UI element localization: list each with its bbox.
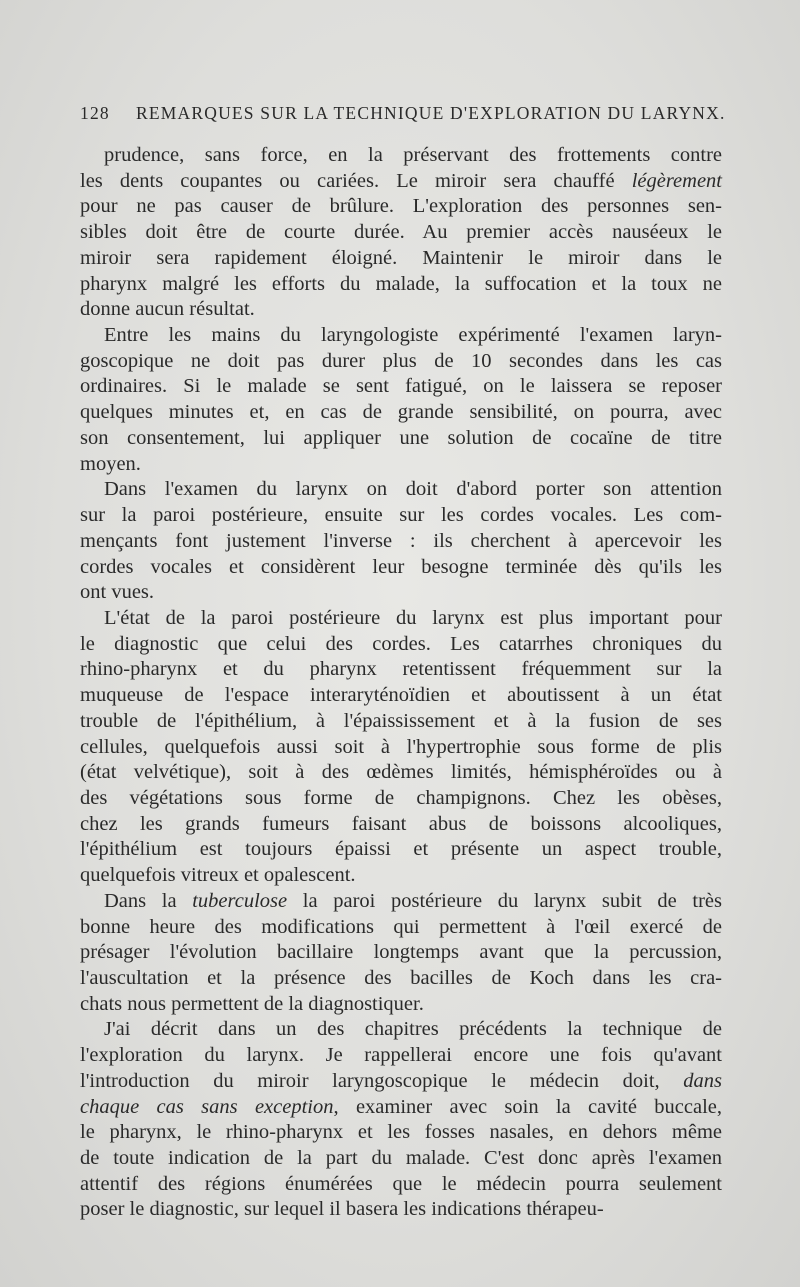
- text-line: [80, 272, 722, 298]
- text-line: [80, 529, 722, 555]
- running-title: REMARQUES SUR LA TECHNIQUE D'EXPLORATION DU LARYNX.: [136, 103, 726, 123]
- paragraph: [80, 1017, 722, 1223]
- text-line: [80, 992, 722, 1018]
- text-segment: poser le diagnostic, sur lequel il basera les indications thérapeu-: [80, 1198, 604, 1221]
- text-segment: attentif des régions énumérées que le médecin pourra seulement: [80, 1172, 722, 1195]
- text-line: [80, 1172, 722, 1198]
- paragraph: [80, 143, 722, 323]
- text-line: [80, 555, 722, 581]
- text-segment: ordinaires. Si le malade se sent fatigué, on le laissera se reposer: [80, 375, 722, 398]
- text-segment: l'introduction du miroir laryngoscopique le médecin doit,: [80, 1069, 684, 1092]
- text-line: [80, 143, 722, 169]
- text-line: [80, 1120, 722, 1146]
- text-segment: trouble de l'épithélium, à l'épaississement et à la fusion de ses: [80, 709, 722, 732]
- text-segment: L'état de la paroi postérieure du larynx est plus important pour: [104, 606, 722, 629]
- text-line: [80, 194, 722, 220]
- text-line: [80, 915, 722, 941]
- text-segment: quelques minutes et, en cas de grande sensibilité, on pourra, avec: [80, 401, 722, 424]
- text-line: [80, 580, 722, 606]
- italic-text: légèrement: [631, 169, 722, 192]
- text-segment: les dents coupantes ou cariées. Le miroir sera chauffé: [80, 169, 632, 192]
- text-segment: cellules, quelquefois aussi soit à l'hypertrophie sous forme de plis: [80, 735, 722, 758]
- text-segment: Dans la: [104, 889, 193, 912]
- text-line: [80, 426, 722, 452]
- text-line: [80, 452, 722, 478]
- text-segment: pour ne pas causer de brûlure. L'exploration des personnes sen-: [80, 195, 722, 218]
- text-segment: chats nous permettent de la diagnostiquer.: [80, 992, 424, 1015]
- text-segment: présager l'évolution bacillaire longtemps avant que la percussion,: [80, 941, 722, 964]
- text-line: [80, 349, 722, 375]
- text-line: [80, 477, 722, 503]
- running-header: [80, 103, 726, 129]
- text-segment: Dans l'examen du larynx on doit d'abord porter son attention: [104, 478, 722, 501]
- text-line: [80, 1197, 722, 1223]
- text-line: [80, 889, 722, 915]
- text-line: [80, 966, 722, 992]
- text-line: [80, 1017, 722, 1043]
- text-segment: (état velvétique), soit à des œdèmes limités, hémisphéroïdes ou à: [80, 761, 722, 784]
- text-line: [80, 863, 722, 889]
- text-segment: le diagnostic que celui des cordes. Les catarrhes chroniques du: [80, 632, 722, 655]
- text-line: [80, 1146, 722, 1172]
- text-segment: quelquefois vitreux et opalescent.: [80, 864, 356, 887]
- text-line: [80, 837, 722, 863]
- text-line: [80, 1069, 722, 1095]
- text-line: [80, 606, 722, 632]
- text-segment: l'auscultation et la présence des bacilles de Koch dans les cra-: [80, 967, 722, 989]
- text-line: [80, 1043, 722, 1069]
- paragraph: [80, 889, 722, 1018]
- text-segment: , examiner avec soin la cavité buccale,: [333, 1095, 722, 1118]
- paragraph: [80, 606, 722, 889]
- text-line: [80, 760, 722, 786]
- text-segment: J'ai décrit dans un des chapitres précédents la technique de: [104, 1018, 722, 1041]
- text-line: [80, 683, 722, 709]
- italic-text: chaque cas sans exception: [80, 1095, 334, 1118]
- text-line: [80, 220, 722, 246]
- text-segment: cordes vocales et considèrent leur besogne terminée dès qu'ils les: [80, 555, 722, 578]
- text-line: [80, 632, 722, 658]
- text-segment: moyen.: [80, 452, 141, 475]
- italic-text: tuberculose: [192, 889, 288, 912]
- text-segment: la paroi postérieure du larynx subit de très: [287, 889, 722, 912]
- text-segment: donne aucun résultat.: [80, 298, 255, 321]
- text-line: [80, 323, 722, 349]
- text-segment: chez les grands fumeurs faisant abus de boissons alcooliques,: [80, 812, 722, 835]
- text-line: [80, 1095, 722, 1121]
- paragraph: [80, 323, 722, 477]
- text-segment: sibles doit être de courte durée. Au premier accès nauséeux le: [80, 221, 722, 244]
- text-line: [80, 786, 722, 812]
- text-segment: le pharynx, le rhino-pharynx et les fosses nasales, en dehors même: [80, 1121, 722, 1144]
- text-segment: bonne heure des modifications qui permettent à l'œil exercé de: [80, 915, 722, 938]
- text-line: [80, 657, 722, 683]
- text-line: [80, 400, 722, 426]
- text-segment: prudence, sans force, en la préservant des frottements contre: [104, 144, 722, 166]
- text-segment: mençants font justement l'inverse : ils cherchent à apercevoir les: [80, 529, 722, 552]
- text-segment: goscopique ne doit pas durer plus de 10 secondes dans les cas: [80, 349, 722, 372]
- page-number: 128: [80, 103, 110, 123]
- text-line: [80, 297, 722, 323]
- text-segment: l'épithélium est toujours épaissi et présente un aspect trouble,: [80, 838, 722, 861]
- text-segment: miroir sera rapidement éloigné. Maintenir le miroir dans le: [80, 246, 722, 269]
- text-segment: ont vues.: [80, 581, 155, 604]
- italic-text: dans: [683, 1069, 722, 1092]
- text-segment: pharynx malgré les efforts du malade, la suffocation et la toux ne: [80, 272, 722, 295]
- text-segment: son consentement, lui appliquer une solution de cocaïne de titre: [80, 426, 722, 449]
- text-line: [80, 503, 722, 529]
- body-text: [80, 143, 722, 1223]
- text-segment: Entre les mains du laryngologiste expérimenté l'examen laryn-: [104, 324, 722, 347]
- text-line: [80, 709, 722, 735]
- text-line: [80, 735, 722, 761]
- text-segment: muqueuse de l'espace interaryténoïdien et aboutissent à un état: [80, 684, 722, 707]
- text-line: [80, 374, 722, 400]
- text-segment: sur la paroi postérieure, ensuite sur les cordes vocales. Les com-: [80, 504, 722, 527]
- text-segment: l'exploration du larynx. Je rappellerai encore une fois qu'avant: [80, 1044, 722, 1067]
- paragraph: [80, 477, 722, 606]
- text-line: [80, 246, 722, 272]
- text-line: [80, 940, 722, 966]
- text-segment: de toute indication de la part du malade. C'est donc après l'examen: [80, 1147, 722, 1170]
- text-line: [80, 812, 722, 838]
- text-segment: rhino-pharynx et du pharynx retentissent fréquemment sur la: [80, 658, 722, 681]
- text-segment: des végétations sous forme de champignons. Chez les obèses,: [80, 786, 722, 809]
- text-line: [80, 169, 722, 195]
